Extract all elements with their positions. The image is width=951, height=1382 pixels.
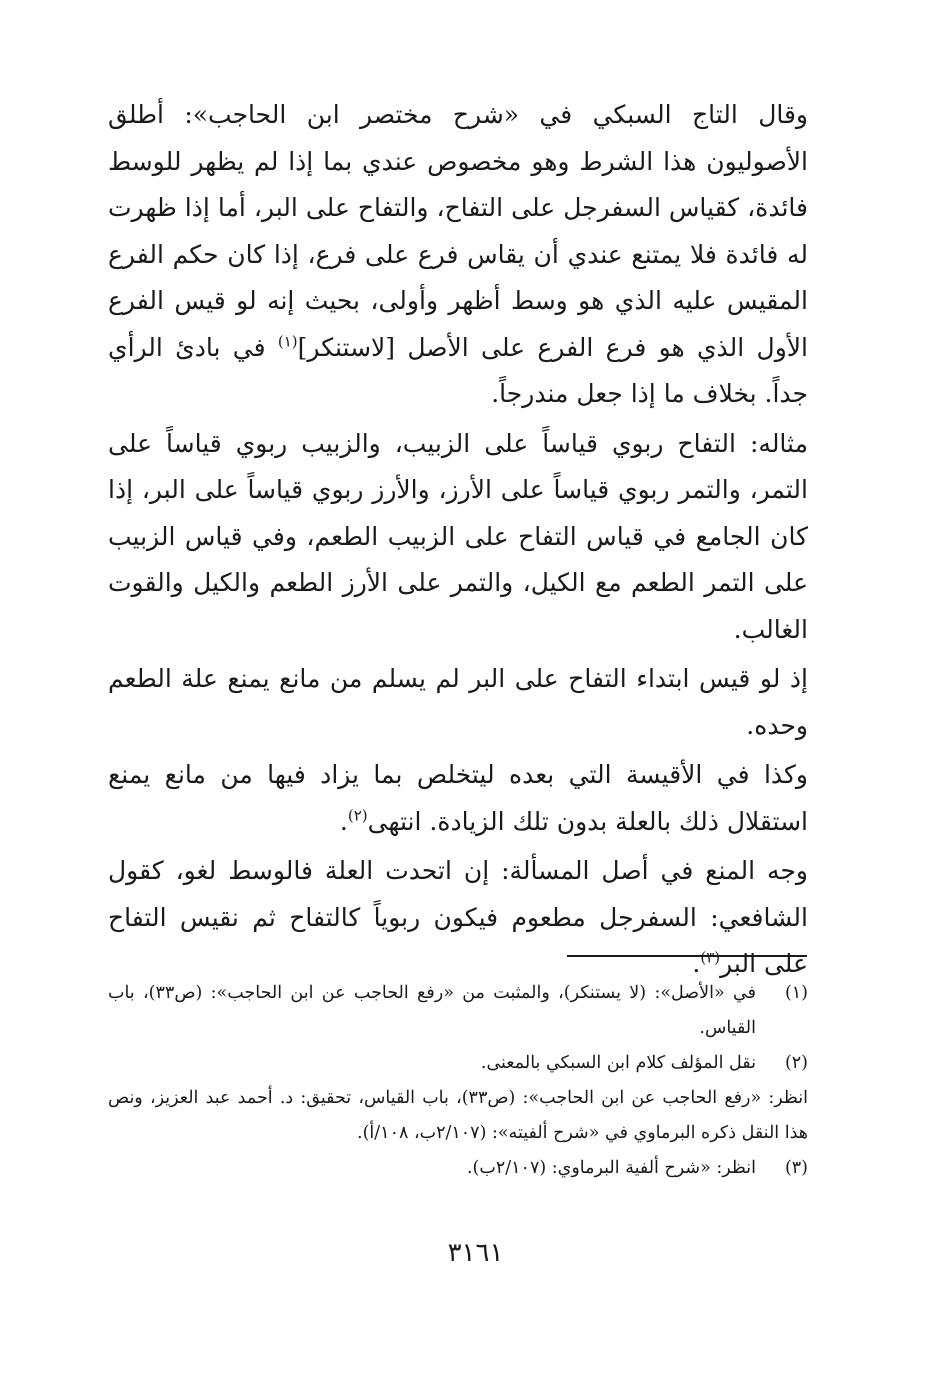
paragraph-5-end: . <box>692 949 701 978</box>
main-text <box>108 92 808 988</box>
footnote-1-text: في «الأصل»: (لا يستنكر)، والمثبت من «رفع الحاجب عن ابن الحاجب»: (ص٣٣)، باب القياس. <box>108 983 756 1038</box>
paragraph-4 <box>108 752 808 845</box>
footnote-1 <box>108 976 808 1046</box>
paragraph-4-text: وكذا في الأقيسة التي بعده ليتخلص بما يزاد فيها من مانع يمنع استقلال ذلك بالعلة بدون تلك الزيادة. انتهى <box>108 760 808 836</box>
footnote-2-text: نقل المؤلف كلام ابن السبكي بالمعنى. <box>480 1053 756 1073</box>
footnote-3 <box>108 1151 808 1186</box>
paragraph-1 <box>108 92 808 418</box>
footnote-2-continued-text: انظر: «رفع الحاجب عن ابن الحاجب»: (ص٣٣)، باب القياس، تحقيق: د. أحمد عبد العزيز، ونص هذا النقل ذكره البرماوي في «شرح ألفيته»: (٢/١٠٧ب، ١٠٨/أ). <box>108 1088 808 1143</box>
page-number: ٣١٦١ <box>447 1238 504 1268</box>
paragraph-2 <box>108 421 808 654</box>
paragraph-1-text: وقال التاج السبكي في «شرح مختصر ابن الحاجب»: أطلق الأصوليون هذا الشرط وهو مخصوص عندي بما إذا لم يظهر للوسط فائدة، كقياس السفرجل على التفاح، والتفاح على البر، أما إذا ظهرت له فائدة فلا يمتنع عندي أن يقاس فرع على فرع، إذا كان حكم الفرع المقيس عليه الذي هو وسط أظهر وأولى، بحيث إنه لو قيس الفرع الأول الذي هو فرع الفرع على الأصل [لاستنكر] <box>108 100 808 362</box>
paragraph-2-text: مثاله: التفاح ربوي قياساً على الزبيب، والزبيب ربوي قياساً على التمر، والتمر ربوي قياساً على الأرز، والأرز ربوي قياساً على البر، إذا كان الجامع في قياس التفاح على الزبيب الطعم، وفي قياس الزبيب على التمر الطعم مع الكيل، والتمر على الأرز الطعم والكيل والقوت الغالب. <box>108 428 808 644</box>
paragraph-5 <box>108 848 808 988</box>
paragraph-4-end: . <box>339 806 348 836</box>
footnote-divider <box>567 955 807 957</box>
paragraph-5-text: وجه المنع في أصل المسألة: إن اتحدت العلة فالوسط لغو، كقول الشافعي: السفرجل مطعوم فيكون ربوياً كالتفاح ثم نقيس التفاح على البر <box>108 856 808 978</box>
footnote-1-number: (١) <box>784 983 808 1003</box>
footnote-2 <box>108 1046 808 1081</box>
footnote-ref-3: (٣) <box>700 948 721 967</box>
footnote-2-continued <box>108 1081 808 1151</box>
footnotes <box>108 976 808 1186</box>
paragraph-3-text: إذ لو قيس ابتداء التفاح على البر لم يسلم من مانع يمنع علة الطعم وحده. <box>108 664 808 740</box>
footnote-ref-1: (١) <box>277 332 298 351</box>
footnote-ref-2: (٢) <box>347 806 368 825</box>
paragraph-1-end: في بادئ الرأي جداً. بخلاف ما إذا جعل مندرجاً. <box>108 332 808 408</box>
footnote-2-number: (٢) <box>784 1053 808 1073</box>
footnote-3-number: (٣) <box>784 1158 808 1178</box>
paragraph-3 <box>108 656 808 749</box>
footnote-3-text: انظر: «شرح ألفية البرماوي: (٢/١٠٧ب). <box>466 1158 756 1178</box>
